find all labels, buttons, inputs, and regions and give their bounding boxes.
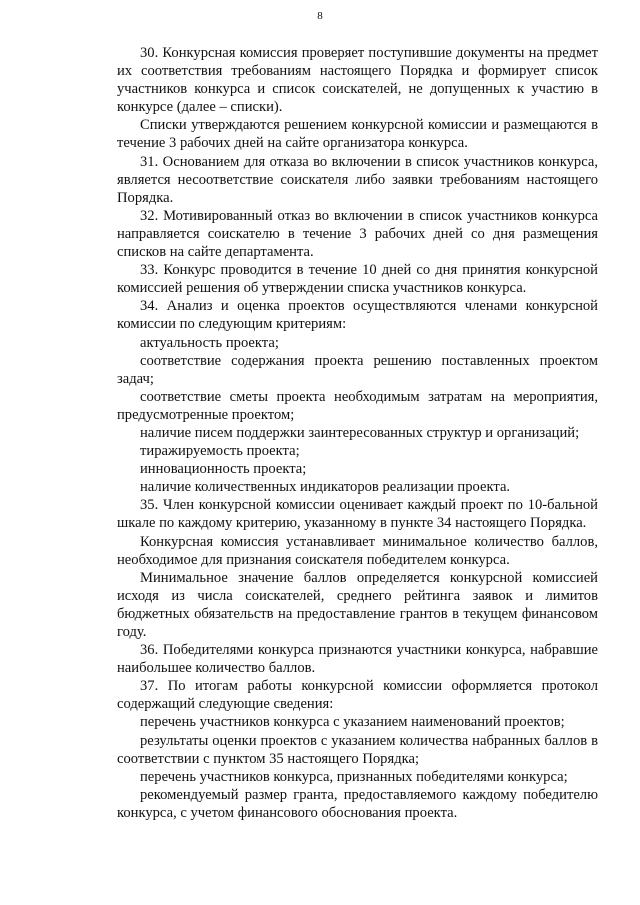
- criterion-budget-match: соответствие сметы проекта необходимым затратам на мероприятия, предусмотренные проектом;: [117, 388, 598, 423]
- paragraph-lists-approval: Списки утверждаются решением конкурсной комиссии и размещаются в течение 3 рабочих дней на сайте организатора конкурса.: [117, 117, 598, 152]
- paragraph-min-score-definition: Минимальное значение баллов определяется конкурсной комиссией исходя из числа соискателей, среднего рейтинга заявок и лимитов бюджетных обязательств на предоставление грантов в текущем финансовом году.: [117, 569, 598, 640]
- page-number: 8: [317, 10, 323, 22]
- paragraph-31: 31. Основанием для отказа во включении в список участников конкурса, является несоответствие соискателя либо заявки требованиям настоящего Порядка.: [117, 153, 598, 206]
- protocol-item-participants: перечень участников конкурса с указанием наименований проектов;: [140, 714, 565, 731]
- paragraph-34: 34. Анализ и оценка проектов осуществляются членами конкурсной комиссии по следующим критериям:: [117, 298, 598, 333]
- document-body: [117, 44, 598, 822]
- paragraph-36: 36. Победителями конкурса признаются участники конкурса, набравшие наибольшее количество баллов.: [117, 642, 598, 677]
- protocol-item-grant-size: рекомендуемый размер гранта, предоставляемого каждому победителю конкурса, с учетом финансового обоснования проекта.: [117, 786, 598, 821]
- paragraph-33: 33. Конкурс проводится в течение 10 дней со дня принятия конкурсной комиссией решения об утверждении списка участников конкурса.: [117, 262, 598, 297]
- criterion-relevance: актуальность проекта;: [140, 334, 279, 351]
- protocol-item-results: результаты оценки проектов с указанием количества набранных баллов в соответствии с пунктом 35 настоящего Порядка;: [117, 732, 598, 767]
- protocol-item-winners: перечень участников конкурса, признанных победителями конкурса;: [140, 768, 568, 785]
- criterion-replicability: тиражируемость проекта;: [140, 443, 300, 460]
- paragraph-37: 37. По итогам работы конкурсной комиссии оформляется протокол содержащий следующие сведения:: [117, 678, 598, 713]
- criterion-innovation: инновационность проекта;: [140, 461, 307, 478]
- criterion-indicators: наличие количественных индикаторов реализации проекта.: [140, 479, 511, 496]
- paragraph-30: 30. Конкурсная комиссия проверяет поступившие документы на предмет их соответствия требованиям настоящего Порядка и формирует список участников конкурса и список соискателей, не допущенных к участию в конкурсе (далее – списки).: [117, 45, 598, 116]
- criterion-content-match: соответствие содержания проекта решению поставленных проектом задач;: [117, 352, 598, 387]
- paragraph-35: 35. Член конкурсной комиссии оценивает каждый проект по 10-бальной шкале по каждому критерию, указанному в пункте 34 настоящего Порядка.: [117, 497, 598, 532]
- criterion-support-letters: наличие писем поддержки заинтересованных структур и организаций;: [140, 424, 580, 441]
- paragraph-min-score: Конкурсная комиссия устанавливает минимальное количество баллов, необходимое для признания соискателя победителем конкурса.: [117, 533, 598, 568]
- paragraph-32: 32. Мотивированный отказ во включении в список участников конкурса направляется соискателю в течение 3 рабочих дней со дня размещения списков на сайте департамента.: [117, 207, 598, 261]
